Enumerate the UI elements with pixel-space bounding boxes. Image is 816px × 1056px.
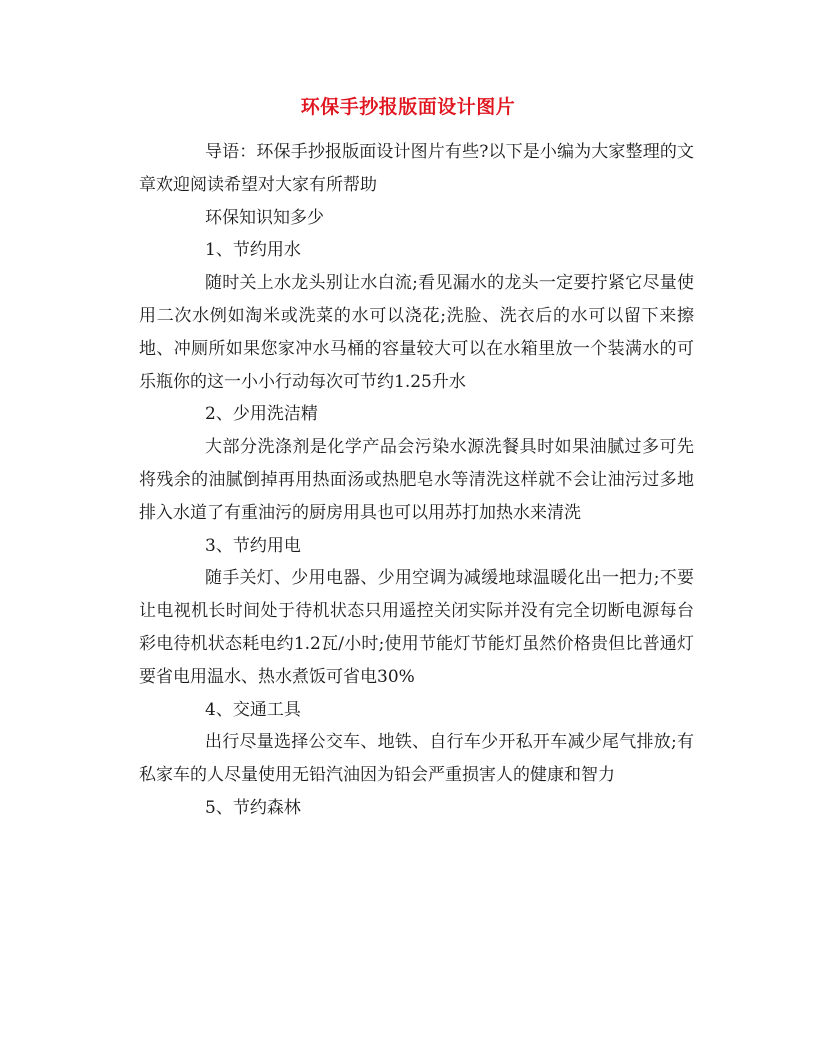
- item-heading-forest: 5、节约森林: [205, 797, 301, 818]
- intro-paragraph: 导语：环保手抄报版面设计图片有些?以下是小编为大家整理的文章欢迎阅读希望对大家有所帮助: [139, 142, 694, 195]
- item-heading-transport: 4、交通工具: [205, 699, 301, 720]
- item-paragraph-water: 随时关上水龙头别让水白流;看见漏水的龙头一定要拧紧它尽量使用二次水例如淘米或洗菜的水可以浇花;洗脸、洗衣后的水可以留下来擦地、冲厕所如果您家冲水马桶的容量较大可以在水箱里放一个装满水的可乐瓶你的这一小小行动每次可节约1.25升水: [139, 273, 694, 392]
- section-heading: 环保知识知多少: [205, 207, 324, 228]
- item-paragraph-detergent: 大部分洗涤剂是化学产品会污染水源洗餐具时如果油腻过多可先将残余的油腻倒掉再用热面汤或热肥皂水等清洗这样就不会让油污过多地排入水道了有重油污的厨房用具也可以用苏打加热水来清洗: [139, 437, 694, 523]
- item-heading-water: 1、节约用水: [205, 240, 301, 261]
- item-paragraph-electricity: 随手关灯、少用电器、少用空调为减缓地球温暖化出一把力;不要让电视机长时间处于待机状态只用遥控关闭实际并没有完全切断电源每台彩电待机状态耗电约1.2瓦/小时;使用节能灯节能灯虽然价格贵但比普通灯要省电用温水、热水煮饭可省电30%: [139, 568, 694, 687]
- item-heading-electricity: 3、节约用电: [205, 535, 301, 556]
- document-body: [139, 136, 694, 825]
- item-paragraph-transport: 出行尽量选择公交车、地铁、自行车少开私开车减少尾气排放;有私家车的人尽量使用无铅汽油因为铅会严重损害人的健康和智力: [139, 732, 694, 786]
- document-title: 环保手抄报版面设计图片: [300, 96, 516, 118]
- item-heading-detergent: 2、少用洗洁精: [205, 404, 318, 425]
